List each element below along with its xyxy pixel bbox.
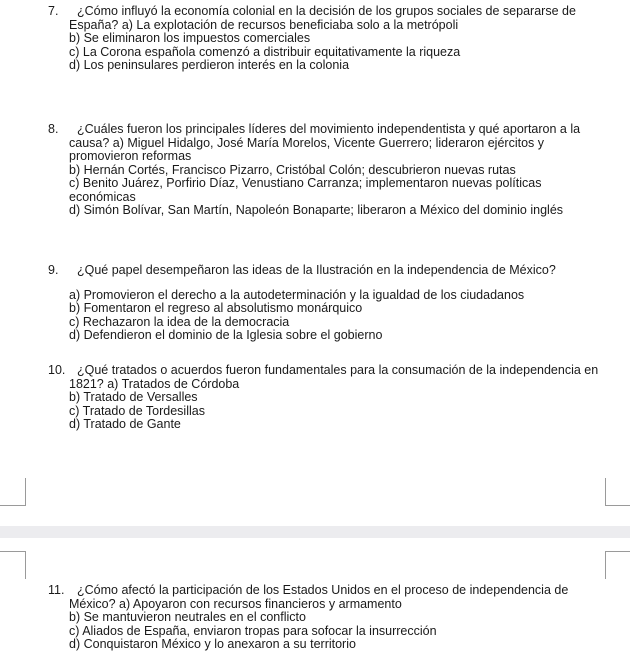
crop-mark-bottom-left <box>0 478 26 506</box>
question-stem: ¿Qué papel desempeñaron las ideas de la Ilustración en la independencia de México? <box>77 263 556 277</box>
answer-option: c) Aliados de España, enviaron tropas para sofocar la insurrección <box>69 623 437 638</box>
answer-option: d) Tratado de Gante <box>69 417 181 431</box>
answer-option: c) Benito Juárez, Porfirio Díaz, Venustiano Carranza; implementaron nuevas políticas económicas <box>69 176 542 204</box>
answer-option: d) Simón Bolívar, San Martín, Napoleón Bonaparte; liberaron a México del dominio inglés <box>69 203 564 217</box>
crop-mark-bottom-right <box>605 478 630 506</box>
crop-mark-top-left <box>0 551 26 579</box>
question-stem: ¿Qué tratados o acuerdos fueron fundamentales para la consumación de la independencia en 1821? a) Tratados de Córdoba <box>69 363 599 391</box>
crop-mark-top-right <box>605 551 630 579</box>
question-stem: ¿Cómo afectó la participación de los Estados Unidos en el proceso de independencia de México? a) Apoyaron con recursos financieros y armamento <box>69 583 569 611</box>
answer-option: b) Fomentaron el regreso al absolutismo monárquico <box>69 301 363 315</box>
answer-option: c) La Corona española comenzó a distribuir equitativamente la riqueza <box>69 44 461 59</box>
answer-option: b) Se eliminaron los impuestos comerciales <box>69 31 311 45</box>
page-gap <box>0 526 630 538</box>
question-number: 7. <box>48 4 59 18</box>
answer-option: d) Conquistaron México y lo anexaron a su territorio <box>69 637 356 651</box>
answer-option: d) Defendieron el dominio de la Iglesia sobre el gobierno <box>69 328 383 342</box>
question-number: 10. <box>48 363 66 377</box>
question-number: 11. <box>48 583 65 597</box>
answer-option: c) Rechazaron la idea de la democracia <box>69 314 290 329</box>
answer-option: a) Promovieron el derecho a la autodeterminación y la igualdad de los ciudadanos <box>69 287 525 302</box>
answer-option: c) Tratado de Tordesillas <box>69 403 205 418</box>
question-stem: ¿Cómo influyó la economía colonial en la decisión de los grupos sociales de separarse de España? a) La explotación de recursos beneficiaba solo a la metrópoli <box>69 4 576 32</box>
question-number: 8. <box>48 122 59 136</box>
question-stem: ¿Cuáles fueron los principales líderes del movimiento independentista y qué aportaron a la causa? a) Miguel Hidalgo, José María Morelos, Vicente Guerrero; lideraron ejércitos y promovieron reformas <box>69 122 581 163</box>
question-number: 9. <box>48 263 59 277</box>
answer-option: b) Hernán Cortés, Francisco Pizarro, Cristóbal Colón; descubrieron nuevas rutas <box>69 162 516 177</box>
answer-option: b) Se mantuvieron neutrales en el conflicto <box>69 610 306 624</box>
answer-option: b) Tratado de Versalles <box>69 390 198 404</box>
answer-option: d) Los peninsulares perdieron interés en la colonia <box>69 58 350 72</box>
